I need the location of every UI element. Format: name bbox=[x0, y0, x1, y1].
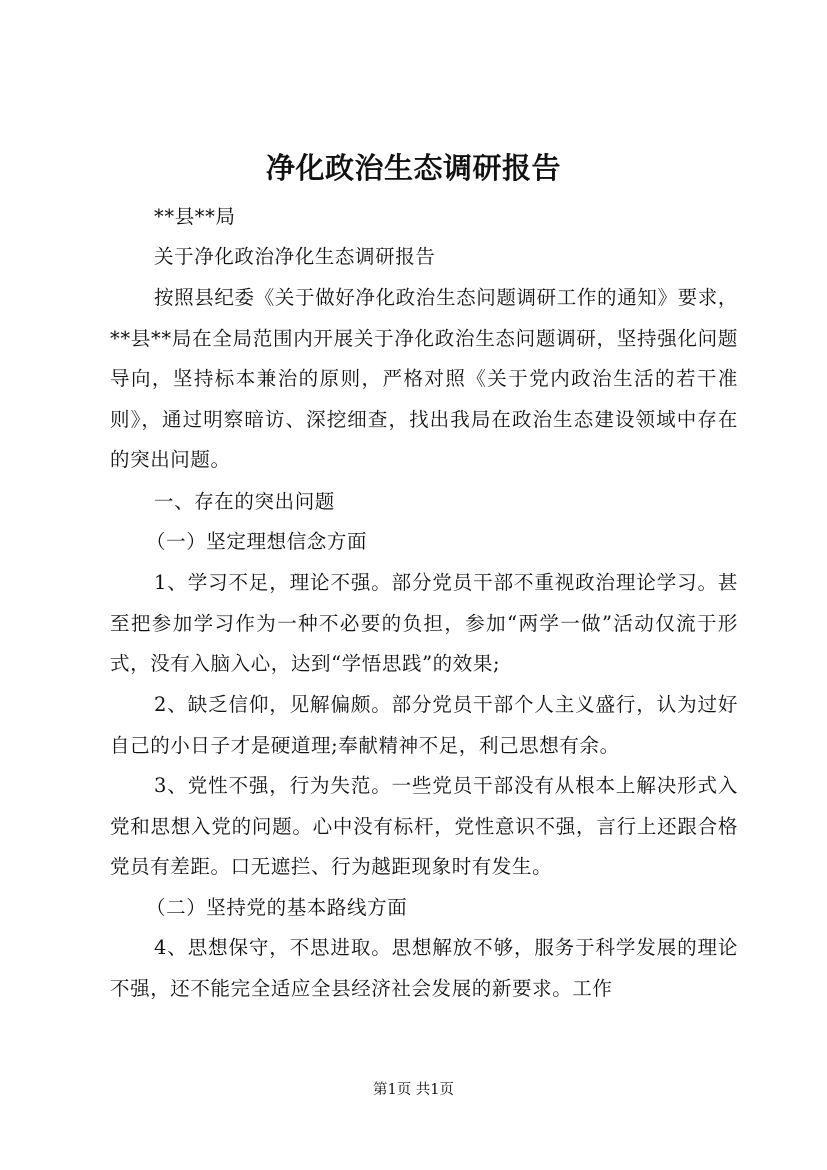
item-paragraph-4: 4、思想保守，不思进取。思想解放不够，服务于科学发展的理论不强，还不能完全适应全县经济社会发展的新要求。工作 bbox=[110, 936, 738, 1000]
section-heading-1: 一、存在的突出问题 bbox=[154, 490, 335, 513]
item-paragraph-3: 3、党性不强，行为失范。一些党员干部没有从根本上解决形式入党和思想入党的问题。心中没有标杆，党性意识不强，言行上还跟合格党员有差距。口无遮拦、行为越距现象时有发生。 bbox=[110, 774, 738, 879]
item-paragraph-1: 1、学习不足，理论不强。部分党员干部不重视政治理论学习。甚至把参加学习作为一种不必要的负担，参加“两学一做”活动仅流于形式，没有入脑入心，达到“学悟思践”的效果; bbox=[110, 571, 738, 676]
author-line: **县**局 bbox=[154, 205, 236, 228]
subsection-heading-1: （一）坚定理想信念方面 bbox=[146, 530, 368, 553]
document-title: 净化政治生态调研报告 bbox=[265, 151, 561, 185]
item-paragraph-2: 2、缺乏信仰，见解偏颇。部分党员干部个人主义盛行，认为过好自己的小日子才是硬道理;奉献精神不足，利己思想有余。 bbox=[110, 693, 738, 757]
intro-paragraph: 按照县纪委《关于做好净化政治生态问题调研工作的通知》要求，**县**局在全局范围内开展关于净化政治生态问题调研，坚持强化问题导向，坚持标本兼治的原则，严格对照《关于党内政治生活的若干准则》，通过明察暗访、深挖细查，找出我局在政治生态建设领域中存在的突出问题。 bbox=[110, 286, 738, 472]
page-number-footer: 第1页 共1页 bbox=[372, 1082, 455, 1098]
subsection-heading-2: （二）坚持党的基本路线方面 bbox=[146, 896, 408, 919]
report-subtitle: 关于净化政治净化生态调研报告 bbox=[154, 245, 436, 268]
